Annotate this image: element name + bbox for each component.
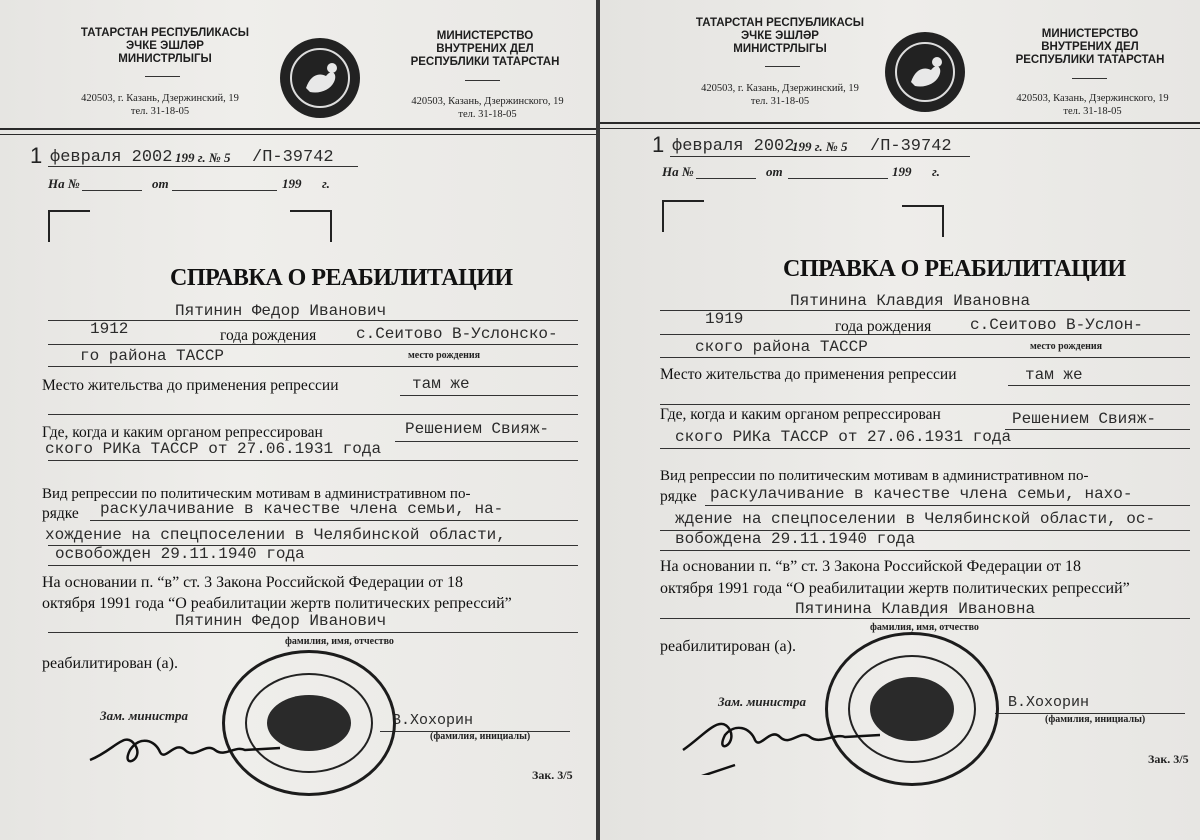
field-underline <box>705 505 1190 506</box>
header-line: ТАТАРСТАН РЕСПУБЛИКАСЫ <box>695 17 865 29</box>
deputy-minister-label: Зам. министра <box>718 694 806 709</box>
address-line: тел. 31-18-05 <box>130 106 190 117</box>
certificate-left <box>0 0 596 840</box>
signer-name: В.Хохорин <box>392 712 474 729</box>
ref-year-suffix: г. <box>932 164 940 179</box>
address-line: тел. 31-18-05 <box>1063 106 1122 117</box>
ref-date-blank <box>172 190 277 191</box>
field-underline <box>660 448 1190 449</box>
field-underline <box>1005 429 1190 430</box>
repression-kind-cont: хождение на спецпоселении в Челябинской области, <box>45 526 506 544</box>
rehabilitated-text: реабилитирован (а). <box>660 638 796 655</box>
repression-where: Решением Свияж- <box>1012 410 1157 428</box>
date-day: 1 <box>652 132 665 157</box>
birth-place-label: место рождения <box>1030 341 1103 352</box>
certificate-right <box>600 0 1200 840</box>
legal-basis: На основании п. “в” ст. 3 Закона Российской Федерации от 18 <box>42 574 463 591</box>
repression-kind-end: освобожден 29.11.1940 года <box>55 545 305 563</box>
signer-name: В.Хохорин <box>1008 694 1090 711</box>
address-line: тел. 31-18-05 <box>458 109 517 120</box>
birth-year: 1919 <box>705 310 744 328</box>
field-underline <box>660 550 1190 551</box>
person-name: Пятинин Федор Иванович <box>175 302 387 320</box>
residence-label: Место жительства до применения репрессии <box>660 366 957 383</box>
signer-label: (фамилия, инициалы) <box>430 731 531 742</box>
signer-label: (фамилия, инициалы) <box>1045 714 1146 725</box>
header-line: ЭЧКЕ ЭШЛӘР <box>126 40 204 52</box>
header-rule <box>600 122 1200 124</box>
person-name: Пятинина Клавдия Ивановна <box>790 292 1031 310</box>
repression-kind-cont: ждение на спецпоселении в Челябинской области, ос- <box>675 510 1156 528</box>
certificate-title: СПРАВКА О РЕАБИЛИТАЦИИ <box>170 265 513 291</box>
repression-kind: раскулачивание в качестве члена семьи, на- <box>100 500 504 518</box>
header-tatar <box>670 17 890 56</box>
address-corner-mark <box>902 205 944 237</box>
ref-number-blank <box>82 190 142 191</box>
birth-place-cont: го района ТАССР <box>80 347 225 365</box>
field-underline <box>395 441 578 442</box>
date-suffix: 199 г. № 5 <box>792 139 848 154</box>
ref-from-label: от <box>152 176 169 191</box>
deputy-minister-label: Зам. министра <box>100 708 188 723</box>
repression-where-cont: ского РИКа ТАССР от 27.06.1931 года <box>675 428 1012 446</box>
header-line: РЕСПУБЛИКИ ТАТАРСТАН <box>1015 54 1165 66</box>
legal-basis: На основании п. “в” ст. 3 Закона Российской Федерации от 18 <box>660 558 1081 575</box>
field-underline <box>48 414 578 415</box>
order-number: Зак. 3/5 <box>532 768 573 782</box>
header-russian <box>380 30 590 69</box>
handwritten-signature <box>85 720 285 780</box>
header-tatar <box>55 27 275 66</box>
person-name-repeat: Пятинин Федор Иванович <box>175 612 387 630</box>
ref-number-blank <box>696 178 756 179</box>
date-typed: февраля 2002 <box>50 148 173 167</box>
field-underline <box>660 334 1190 335</box>
rehabilitated-text: реабилитирован (а). <box>42 655 178 672</box>
repression-kind-end: вобождена 29.11.1940 года <box>675 530 916 548</box>
address-tatar <box>40 92 280 118</box>
legal-basis-cont: октября 1991 года “О реабилитации жертв политических репрессий” <box>42 595 512 612</box>
repression-kind-label: Вид репрессии по политическим мотивам в административном по- <box>660 468 1089 484</box>
ref-year: 199 <box>282 176 302 191</box>
birth-label: года рождения <box>220 327 317 344</box>
order-number: Зак. 3/5 <box>1148 752 1189 766</box>
field-underline <box>48 565 578 566</box>
field-underline <box>660 404 1190 405</box>
ref-year-suffix: г. <box>322 176 330 191</box>
person-name-label: фамилия, имя, отчество <box>870 622 979 633</box>
date-underline <box>670 156 970 157</box>
header-line: МИНИСТЕРСТВО <box>436 30 534 42</box>
repression-kind-label: Вид репрессии по политическим мотивам в административном по- <box>42 486 471 502</box>
birth-place: с.Сеитово В-Услонско- <box>356 325 558 343</box>
header-line: МИНИСТЕРСТВО <box>1041 28 1139 40</box>
ref-from-label: от <box>766 164 783 179</box>
birth-year: 1912 <box>90 320 129 338</box>
header-line: РЕСПУБЛИКИ ТАТАРСТАН <box>410 56 560 68</box>
divider <box>145 76 180 77</box>
certificate-title: СПРАВКА О РЕАБИЛИТАЦИИ <box>783 256 1126 282</box>
repression-kind-label-cont: рядке <box>660 488 697 505</box>
divider <box>765 66 800 67</box>
residence-label: Место жительства до применения репрессии <box>42 377 339 394</box>
field-underline <box>660 618 1190 619</box>
header-line: ТАТАРСТАН РЕСПУБЛИКАСЫ <box>80 27 250 39</box>
document-number: /П-39742 <box>252 148 334 167</box>
address-corner-mark <box>290 210 332 242</box>
header-line: ЭЧКЕ ЭШЛӘР <box>741 30 819 42</box>
person-name-repeat: Пятинина Клавдия Ивановна <box>795 600 1036 618</box>
tatarstan-emblem-icon <box>885 32 965 112</box>
address-line: 420503, Казань, Дзержинского, 19 <box>411 96 564 107</box>
residence-value: там же <box>1025 366 1083 384</box>
divider <box>1072 78 1107 79</box>
date-day: 1 <box>30 143 43 168</box>
header-line: МИНИСТРЛЫГЫ <box>118 53 212 65</box>
repression-kind: раскулачивание в качестве члена семьи, нахо- <box>710 485 1133 503</box>
divider <box>465 80 500 81</box>
repression-where-cont: ского РИКа ТАССР от 27.06.1931 года <box>45 440 382 458</box>
field-underline <box>48 632 578 633</box>
field-underline <box>48 344 578 345</box>
birth-label: года рождения <box>835 318 932 335</box>
address-line: 420503, г. Казань, Дзержинский, 19 <box>81 93 239 104</box>
header-line: ВНУТРЕНИХ ДЕЛ <box>436 43 534 55</box>
field-underline <box>48 460 578 461</box>
residence-value: там же <box>412 375 470 393</box>
birth-place: с.Сеитово В-Услон- <box>970 316 1143 334</box>
document-number: /П-39742 <box>870 137 952 156</box>
person-name-label: фамилия, имя, отчество <box>285 636 394 647</box>
date-suffix: 199 г. № 5 <box>175 150 231 165</box>
address-corner-mark <box>48 210 90 242</box>
address-line: тел. 31-18-05 <box>750 96 810 107</box>
address-corner-mark <box>662 200 704 232</box>
field-underline <box>48 366 578 367</box>
repression-where-label: Где, когда и каким органом репрессирован <box>660 406 941 423</box>
address-russian <box>375 95 596 121</box>
ref-date-blank <box>788 178 888 179</box>
header-line: ВНУТРЕНИХ ДЕЛ <box>1041 41 1139 53</box>
birth-place-label: место рождения <box>408 350 481 361</box>
field-underline <box>660 357 1190 358</box>
header-rule <box>0 134 596 135</box>
header-line: МИНИСТРЛЫГЫ <box>733 43 827 55</box>
birth-place-cont: ского района ТАССР <box>695 338 868 356</box>
header-russian <box>985 28 1195 67</box>
address-line: 420503, Казань, Дзержинского, 19 <box>1016 93 1169 104</box>
address-line: 420503, г. Казань, Дзержинский, 19 <box>701 83 859 94</box>
repression-kind-label-cont: рядке <box>42 505 79 522</box>
address-russian <box>985 92 1200 118</box>
handwritten-signature <box>675 705 885 775</box>
field-underline <box>1008 385 1190 386</box>
ref-year: 199 <box>892 164 912 179</box>
header-rule <box>600 128 1200 129</box>
field-underline <box>90 520 578 521</box>
ref-number-label: На № <box>662 164 694 179</box>
tatarstan-emblem-icon <box>280 38 360 118</box>
field-underline <box>400 395 578 396</box>
repression-where: Решением Свияж- <box>405 420 550 438</box>
date-underline <box>48 166 358 167</box>
repression-where-label: Где, когда и каким органом репрессирован <box>42 424 323 441</box>
legal-basis-cont: октября 1991 года “О реабилитации жертв политических репрессий” <box>660 580 1130 597</box>
header-rule <box>0 128 596 130</box>
date-typed: февраля 2002 <box>672 137 795 156</box>
address-tatar <box>655 82 905 108</box>
ref-number-label: На № <box>48 176 80 191</box>
